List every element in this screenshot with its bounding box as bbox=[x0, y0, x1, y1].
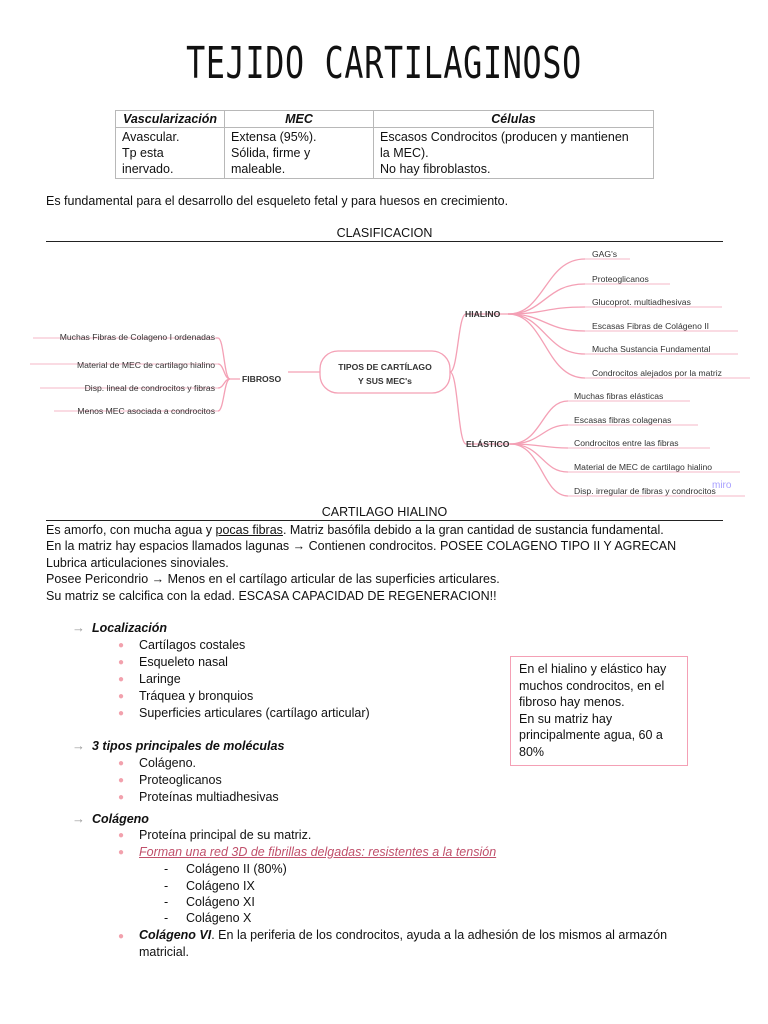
list-item: Laringe bbox=[139, 672, 181, 686]
bullet-dot-icon: ● bbox=[118, 775, 125, 786]
mindmap-node-fibroso: FIBROSO bbox=[242, 374, 282, 384]
text-segment: . Matriz basófila debido a la gran cantidad de sustancia fundamental. bbox=[282, 523, 664, 537]
mindmap-hialino-item: GAG's bbox=[592, 249, 618, 259]
mindmap-connector bbox=[450, 314, 508, 372]
text-segment: Colágeno VI bbox=[139, 928, 212, 942]
mindmap-connector bbox=[510, 444, 568, 496]
mindmap-node-elastico: ELÁSTICO bbox=[466, 439, 510, 449]
mindmap-connector bbox=[510, 425, 568, 444]
dash-bullet: - bbox=[164, 862, 169, 876]
table-cell-line: Avascular. bbox=[122, 130, 180, 144]
mindmap-center-box bbox=[320, 351, 450, 393]
note-line: En su matriz hay bbox=[519, 711, 613, 726]
list-item-continuation: matricial. bbox=[139, 945, 190, 959]
watermark-logo: miro bbox=[712, 480, 732, 491]
note-line: muchos condrocitos, en el bbox=[519, 678, 665, 693]
mindmap-hialino-item: Proteoglicanos bbox=[592, 274, 649, 284]
list-item bbox=[139, 928, 667, 942]
mindmap-connector bbox=[508, 284, 585, 314]
list-item-highlight: Forman una red 3D de fibrillas delgadas: resistentes a la tensión bbox=[139, 845, 497, 859]
table-cell-line: Extensa (95%). bbox=[231, 130, 317, 144]
table-cell-line: Tp esta bbox=[122, 146, 164, 160]
mindmap-hialino-item: Escasas Fibras de Colágeno II bbox=[592, 321, 710, 331]
mindmap-hialino-item: Condrocitos alejados por la matriz bbox=[592, 368, 722, 378]
arrow-bullet-icon: → bbox=[72, 620, 85, 635]
hialino-line: Lubrica articulaciones sinoviales. bbox=[46, 555, 229, 570]
note-line: principalmente agua, 60 a bbox=[519, 728, 663, 743]
table-cell-line: la MEC). bbox=[380, 146, 429, 160]
mindmap-elastico-item: Muchas fibras elásticas bbox=[574, 391, 664, 401]
mindmap-connector bbox=[508, 259, 585, 314]
hialino-line: Posee Pericondrio → Menos en el cartílago articular de las superficies articulares. bbox=[46, 572, 500, 587]
list-item: Colágeno X bbox=[186, 911, 252, 925]
mindmap-elastico-item: Condrocitos entre las fibras bbox=[574, 438, 679, 448]
bullet-dot-icon: ● bbox=[118, 674, 125, 685]
list-item: Proteína principal de su matriz. bbox=[139, 828, 312, 842]
text-segment: Es amorfo, con mucha agua y bbox=[46, 523, 216, 537]
list-item: Superficies articulares (cartílago articular) bbox=[139, 706, 370, 720]
mindmap-center-label: Y SUS MEC's bbox=[358, 376, 412, 386]
mindmap-fibroso-item: Muchas Fibras de Colageno I ordenadas bbox=[59, 332, 215, 342]
list-item: Proteoglicanos bbox=[139, 773, 222, 787]
table-cell-celulas bbox=[374, 128, 654, 179]
hialino-line: En la matriz hay espacios llamados lagunas → Contienen condrocitos. POSEE COLAGENO TIPO II Y AGRECAN bbox=[46, 539, 677, 554]
mindmap-node-hialino: HIALINO bbox=[465, 309, 501, 319]
mindmap-underlines bbox=[30, 338, 218, 411]
table-cell-line: Escasos Condrocitos (producen y mantienen bbox=[380, 130, 629, 144]
text-segment: . En la periferia de los condrocitos, ayuda a la adhesión de los mismos al armazón bbox=[211, 928, 668, 942]
bullet-dot-icon: ● bbox=[118, 708, 125, 719]
table-cell-vascularizacion bbox=[116, 128, 225, 179]
page-title: TEJIDO CARTILAGINOSO bbox=[186, 38, 582, 89]
bullet-dot-icon: ● bbox=[118, 640, 125, 651]
mindmap-connector bbox=[510, 401, 568, 444]
arrow-bullet-icon: → bbox=[72, 811, 85, 826]
mindmap-connector bbox=[216, 338, 240, 379]
intro-text: Es fundamental para el desarrollo del esqueleto fetal y para huesos en crecimiento. bbox=[46, 194, 509, 208]
underlined-text: pocas fibras bbox=[215, 523, 283, 537]
bullet-dot-icon: ● bbox=[118, 691, 125, 702]
list-item: Tráquea y bronquios bbox=[139, 689, 254, 703]
list-item: Esqueleto nasal bbox=[139, 655, 228, 669]
list-item: Colágeno IX bbox=[186, 879, 255, 893]
hialino-description bbox=[46, 522, 676, 604]
dash-bullet: - bbox=[164, 879, 169, 893]
bullet-dot-icon: ● bbox=[118, 758, 125, 769]
table-cell-line: Sólida, firme y maleable. bbox=[231, 146, 311, 176]
hialino-line: Su matriz se calcifica con la edad. ESCASA CAPACIDAD DE REGENERACION!! bbox=[46, 588, 497, 603]
mindmap-hialino-item: Mucha Sustancia Fundamental bbox=[592, 344, 711, 354]
dash-bullet: - bbox=[164, 911, 169, 925]
table-header-vascularizacion: Vascularización bbox=[116, 111, 225, 128]
mindmap-fibroso-item: Disp. lineal de condrocitos y fibras bbox=[84, 383, 215, 393]
colageno-heading: Colágeno bbox=[92, 812, 149, 826]
mindmap-connector bbox=[450, 372, 510, 444]
mindmap-elastico-item: Material de MEC de cartilago hialino bbox=[574, 462, 713, 472]
mindmap-hialino-item: Glucoprot. multiadhesivas bbox=[592, 297, 691, 307]
mindmap-elastico-item: Disp. irregular de fibras y condrocitos bbox=[574, 486, 716, 496]
mindmap-elastico-item: Escasas fibras colagenas bbox=[574, 415, 672, 425]
table-header-mec: MEC bbox=[225, 111, 374, 128]
summary-table bbox=[115, 110, 654, 179]
mindmap-fibroso-item: Material de MEC de cartilago hialino bbox=[76, 360, 215, 370]
list-item: Colágeno. bbox=[139, 756, 196, 770]
note-box bbox=[510, 656, 688, 766]
mindmap-center-label: TIPOS DE CARTÍLAGO bbox=[338, 362, 432, 372]
table-cell-line: inervado. bbox=[122, 162, 174, 176]
bullet-dot-icon: ● bbox=[118, 657, 125, 668]
list-item: Cartílagos costales bbox=[139, 638, 246, 652]
mindmap-fibroso-item: Menos MEC asociada a condrocitos bbox=[77, 406, 215, 416]
classification-heading: CLASIFICACION bbox=[46, 226, 723, 242]
dash-bullet: - bbox=[164, 895, 169, 909]
hialino-heading: CARTILAGO HIALINO bbox=[46, 505, 723, 521]
bullet-dot-icon: ● bbox=[118, 792, 125, 803]
list-item: Colágeno II (80%) bbox=[186, 862, 287, 876]
note-line: En el hialino y elástico hay bbox=[519, 662, 667, 676]
table-cell-line: No hay fibroblastos. bbox=[380, 162, 491, 176]
note-line: fibroso hay menos. bbox=[519, 695, 625, 710]
localizacion-heading: Localización bbox=[92, 621, 168, 635]
table-header-celulas: Células bbox=[374, 111, 654, 128]
list-item: Proteínas multiadhesivas bbox=[139, 790, 279, 804]
hialino-line bbox=[46, 522, 676, 538]
note-line: 80% bbox=[519, 744, 545, 759]
list-item: Colágeno XI bbox=[186, 895, 255, 909]
arrow-bullet-icon: → bbox=[72, 738, 85, 753]
bullet-dot-icon: ● bbox=[118, 847, 125, 858]
table-cell-mec bbox=[225, 128, 374, 179]
bullet-dot-icon: ● bbox=[118, 931, 125, 942]
moleculas-heading: 3 tipos principales de moléculas bbox=[92, 739, 285, 753]
bullet-dot-icon: ● bbox=[118, 830, 125, 841]
classification-mindmap bbox=[30, 244, 750, 506]
